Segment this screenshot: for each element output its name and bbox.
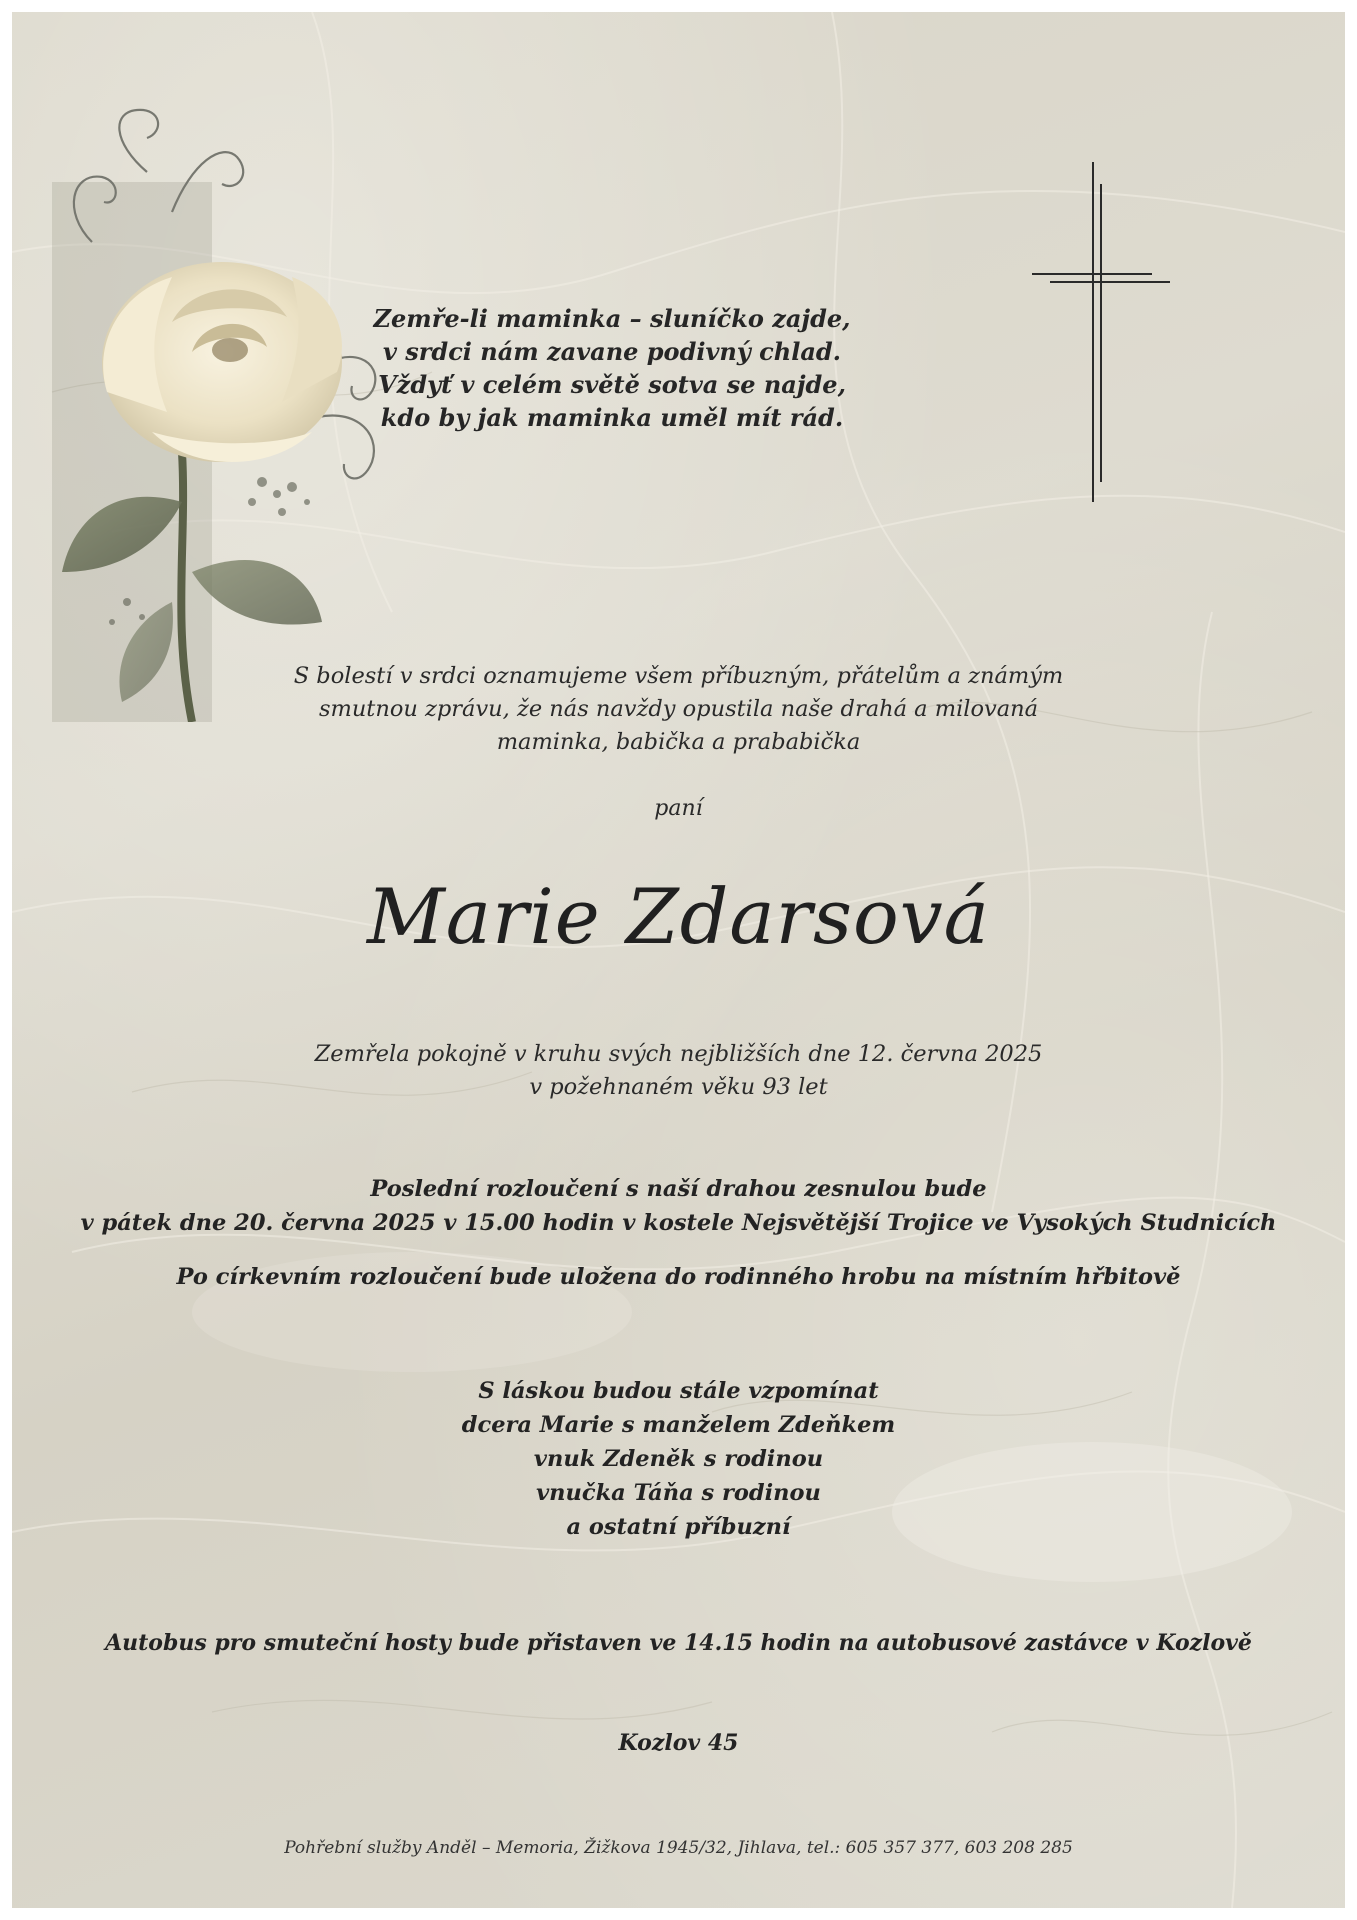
poem-line: v srdci nám zavane podivný chlad. <box>382 337 842 366</box>
farewell-line: v pátek dne 20. června 2025 v 15.00 hodin v kostele Nejsvětější Trojice ve Vysokých Studnicích <box>80 1210 1277 1236</box>
deceased-name: Marie Zdarsová <box>366 872 990 961</box>
announcement-line: maminka, babička a prababička <box>496 729 861 755</box>
death-info-line: v požehnaném věku 93 let <box>529 1074 828 1100</box>
mourner-line: a ostatní příbuzní <box>566 1514 791 1540</box>
address: Kozlov 45 <box>618 1730 739 1756</box>
poem <box>262 302 962 434</box>
mourner-line: dcera Marie s manželem Zdeňkem <box>461 1412 896 1438</box>
poem-line: Zemře-li maminka – sluníčko zajde, <box>373 304 851 333</box>
announcement-line: smutnou zprávu, že nás navždy opustila naše drahá a milovaná <box>318 696 1039 722</box>
bus-notice: Autobus pro smuteční hosty bude přistaven ve 14.15 hodin na autobusové zastávce v Kozlově <box>105 1630 1252 1656</box>
mourner-line: vnuk Zdeněk s rodinou <box>533 1446 824 1472</box>
funeral-service-footer: Pohřební služby Anděl – Memoria, Žižkova 1945/32, Jihlava, tel.: 605 357 377, 603 208 285 <box>284 1838 1073 1858</box>
farewell-line: Poslední rozloučení s naší drahou zesnulou bude <box>370 1176 987 1202</box>
mourner-line: vnučka Táňa s rodinou <box>536 1480 821 1506</box>
mourners <box>12 1374 1345 1544</box>
farewell-info <box>12 1172 1345 1240</box>
poem-line: Vždyť v celém světě sotva se najde, <box>378 370 846 399</box>
burial-info: Po církevním rozloučení bude uložena do rodinného hrobu na místním hřbitově <box>176 1264 1181 1290</box>
obituary-page <box>12 12 1345 1908</box>
announcement <box>12 660 1345 759</box>
announcement-line: S bolestí v srdci oznamujeme všem příbuzným, přátelům a známým <box>293 663 1064 689</box>
cross-icon <box>1032 162 1172 502</box>
mourner-line: S láskou budou stále vzpomínat <box>478 1378 879 1404</box>
death-info-line: Zemřela pokojně v kruhu svých nejbližších dne 12. června 2025 <box>314 1041 1043 1067</box>
title-prefix: paní <box>654 796 703 821</box>
death-info <box>12 1038 1345 1104</box>
poem-line: kdo by jak maminka uměl mít rád. <box>380 403 844 432</box>
